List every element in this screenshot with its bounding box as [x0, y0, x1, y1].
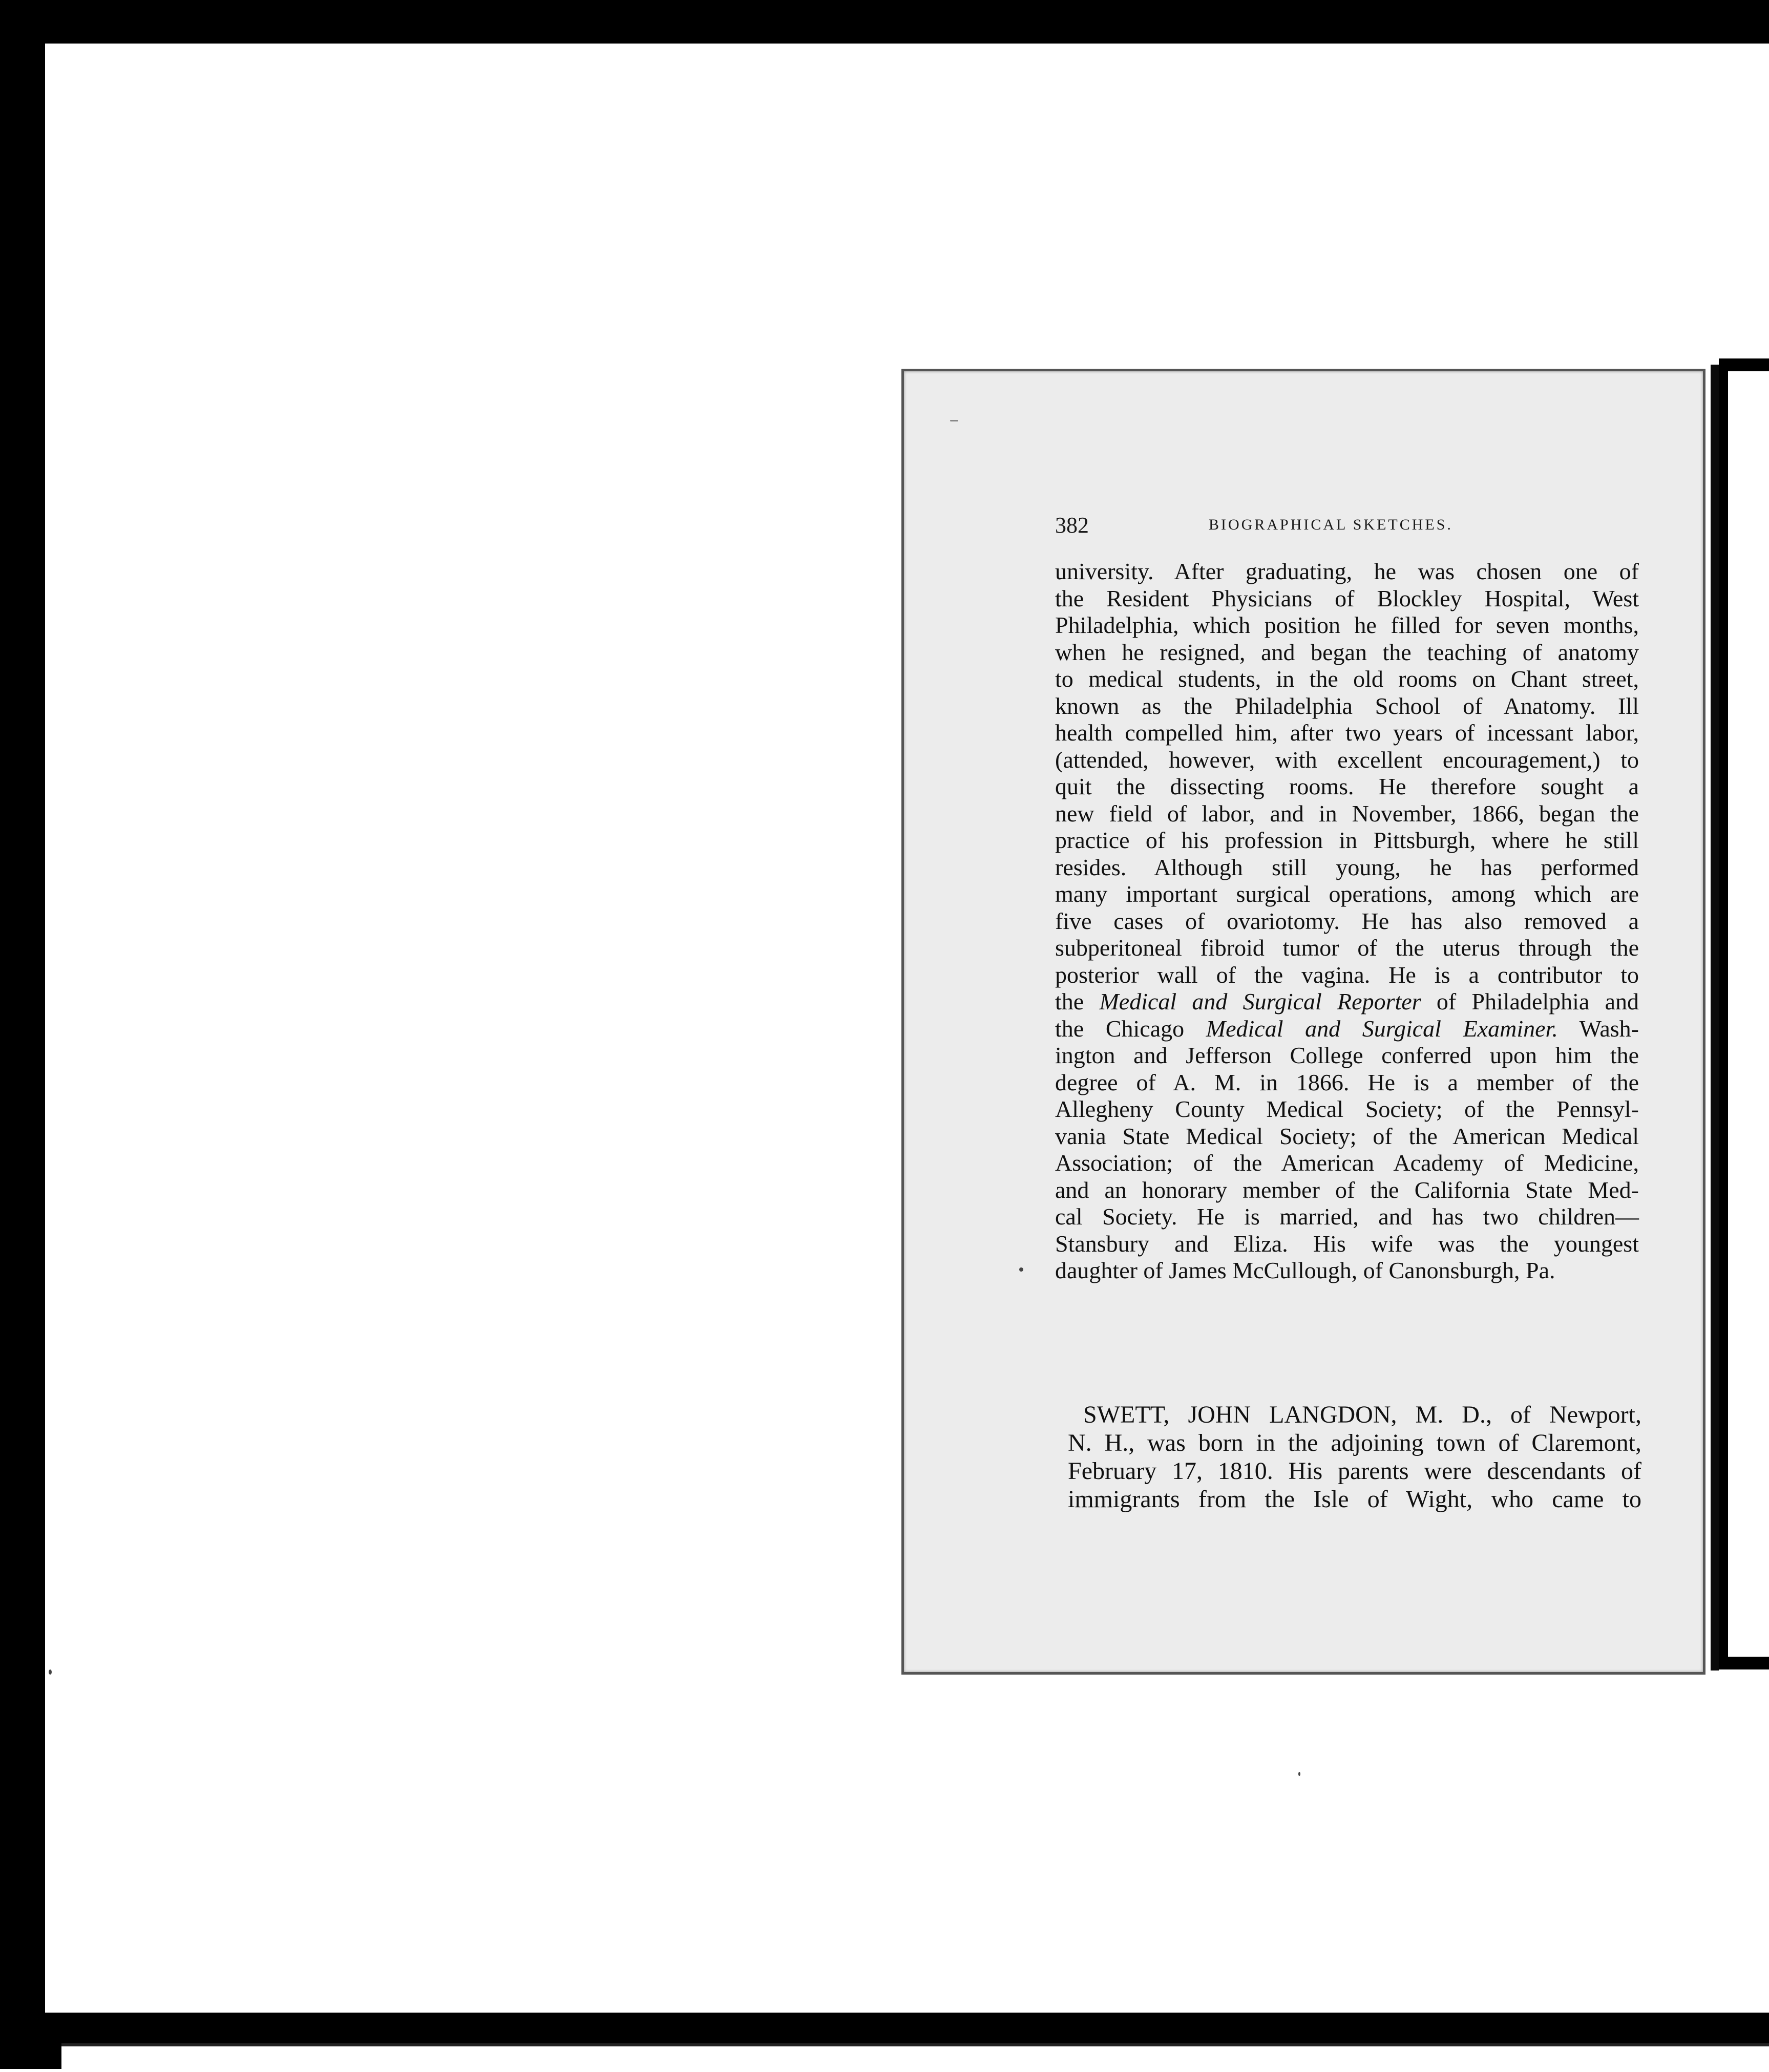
page-header: [1055, 512, 1608, 543]
text-line: health compelled him, after two years of incessant labor,: [1055, 720, 1639, 746]
text-line: N. H., was born in the adjoining town of Claremont,: [1068, 1429, 1641, 1456]
text-line: daughter of James McCullough, of Canonsburgh, Pa.: [1055, 1257, 1555, 1283]
text-line: known as the Philadelphia School of Anatomy. Ill: [1055, 692, 1639, 719]
text-line: vania State Medical Society; of the American Medical: [1055, 1123, 1639, 1149]
text-line: quit the dissecting rooms. He therefore sought a: [1055, 773, 1639, 799]
text-line: February 17, 1810. His parents were descendants of: [1068, 1457, 1641, 1485]
text-fragment: of Philadelphia and: [1421, 988, 1639, 1014]
text-line: subperitoneal fibroid tumor of the uterus through the: [1055, 935, 1639, 961]
text-line: Stansbury and Eliza. His wife was the youngest: [1055, 1230, 1639, 1257]
text-line: degree of A. M. in 1866. He is a member of the: [1055, 1069, 1639, 1095]
text-line: new field of labor, and in November, 1866, began the: [1055, 800, 1639, 827]
text-line: cal Society. He is married, and has two children—: [1055, 1203, 1639, 1230]
text-line: many important surgical operations, among which are: [1055, 881, 1639, 907]
scan-speck: [950, 420, 958, 421]
text-line: Association; of the American Academy of Medicine,: [1055, 1150, 1639, 1176]
text-line: practice of his profession in Pittsburgh, where he still: [1055, 827, 1639, 853]
scan-border-left: [0, 0, 45, 2069]
text-fragment: the: [1055, 988, 1100, 1014]
facing-page-strip: [1728, 371, 1769, 1657]
journal-title: Medical and Surgical Reporter: [1099, 988, 1421, 1014]
journal-title: Medical and Surgical Examiner.: [1206, 1015, 1558, 1042]
text-line: when he resigned, and began the teaching of anatomy: [1055, 639, 1639, 665]
text-line: to medical students, in the old rooms on Chant street,: [1055, 666, 1639, 692]
scan-speck: [49, 1669, 52, 1675]
text-line: ington and Jefferson College conferred upon him the: [1055, 1042, 1639, 1068]
scan-border-bottom-strip: [61, 2043, 1769, 2072]
text-line-journal: [1055, 988, 1639, 1016]
text-fragment: Wash-: [1557, 1015, 1639, 1042]
text-line: Allegheny County Medical Society; of the Pennsyl-: [1055, 1096, 1639, 1122]
text-line: Philadelphia, which position he filled for seven months,: [1055, 612, 1639, 638]
text-line: and an honorary member of the California State Med-: [1055, 1176, 1639, 1203]
text-line-journal: [1055, 1016, 1639, 1043]
page-edge: [1711, 365, 1719, 1671]
text-line: resides. Although still young, he has performed: [1055, 854, 1639, 880]
text-line: (attended, however, with excellent encouragement,) to: [1055, 746, 1639, 773]
text-line: five cases of ovariotomy. He has also removed a: [1055, 907, 1639, 934]
text-line: immigrants from the Isle of Wight, who came to: [1068, 1486, 1641, 1513]
text-line: posterior wall of the vagina. He is a contributor to: [1055, 961, 1639, 988]
biography-text: [1055, 558, 1639, 1284]
text-fragment: the Chicago: [1055, 1015, 1206, 1042]
text-line: the Resident Physicians of Blockley Hospital, West: [1055, 585, 1639, 611]
swett-entry: [1068, 1401, 1641, 1513]
page-number: 382: [1055, 513, 1089, 538]
scan-border-top: [0, 0, 1769, 44]
running-head: BIOGRAPHICAL SKETCHES.: [1209, 516, 1453, 533]
entry-heading-line: SWETT, JOHN LANGDON, M. D., of Newport,: [1083, 1401, 1641, 1428]
scan-speck: [1298, 1772, 1300, 1776]
scan-speck: [1019, 1267, 1023, 1272]
text-line: university. After graduating, he was chosen one of: [1055, 558, 1639, 584]
